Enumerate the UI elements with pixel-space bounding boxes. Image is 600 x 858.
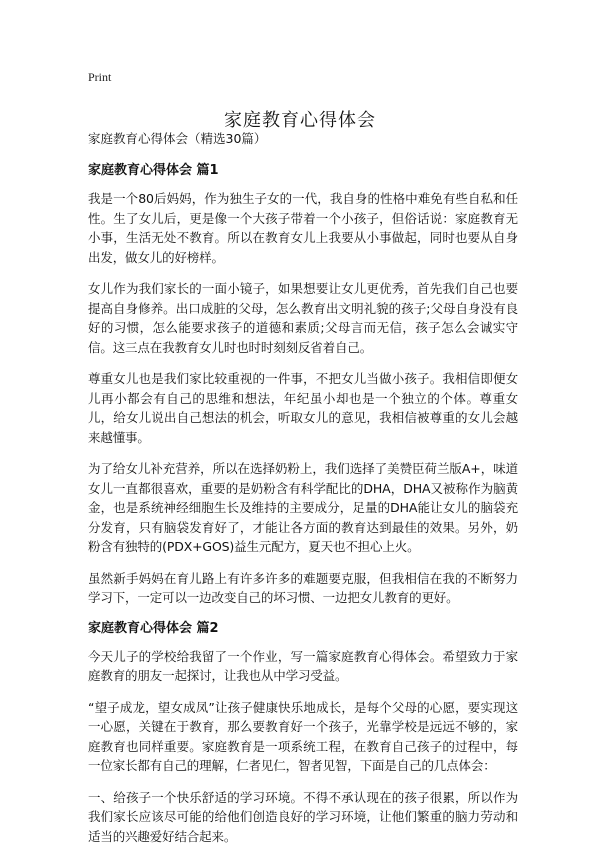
document-subtitle: 家庭教育心得体会（精选30篇） [88,131,267,146]
paragraph: 一、给孩子一个快乐舒适的学习环境。不得不承认现在的孩子很累，所以作为我们家长应该尽可能的给他们创造良好的学习环境，让他们繁重的脑力劳动和适当的兴趣爱好结合起来。 [88,789,518,844]
print-label: Print [88,70,112,84]
paragraph: 今天儿子的学校给我留了一个作业，写一篇家庭教育心得体会。希望致力于家庭教育的朋友一起探讨，让我也从中学习受益。 [88,648,518,683]
paragraph: 女儿作为我们家长的一面小镜子，如果想要让女儿更优秀，首先我们自己也要提高自身修养。出口成脏的父母，怎么教育出文明礼貌的孩子;父母自身没有良好的习惯，怎么能要求孩子的道德和素质;父母言而无信，孩子怎么会诚实守信。这三点在我教育女儿时也时时刻刻反省着自己。 [88,281,518,355]
paragraph: 尊重女儿也是我们家比较重视的一件事，不把女儿当做小孩子。我相信即便女儿再小都会有自己的思维和想法，年纪虽小却也是一个独立的个体。尊重女儿，给女儿说出自己想法的机会，听取女儿的意见，我相信被尊重的女儿会越来越懂事。 [88,371,518,445]
paragraph: 虽然新手妈妈在育儿路上有许多许多的难题要克服，但我相信在我的不断努力学习下，一定可以一边改变自己的坏习惯、一边把女儿教育的更好。 [88,570,518,605]
section-1 [88,162,518,608]
document-body [88,130,518,858]
section-heading: 家庭教育心得体会 篇1 [88,163,219,178]
section-2 [88,620,518,847]
section-heading: 家庭教育心得体会 篇2 [88,620,219,636]
paragraph: “望子成龙，望女成凤”让孩子健康快乐地成长，是每个父母的心愿，要实现这一心愿，关键在于教育，那么要教育好一个孩子，光靠学校是远远不够的，家庭教育也同样重要。家庭教育是一项系统工程，在教育自己孩子的过程中，每一位家长都有自己的理解，仁者见仁，智者见智，下面是自己的几点体会： [88,699,518,773]
paragraph: 我是一个80后妈妈，作为独生子女的一代，我自身的性格中难免有些自私和任性。生了女儿后，更是像一个大孩子带着一个小孩子，但俗话说：家庭教育无小事，生活无处不教育。所以在教育女儿上我要从小事做起，同时也要从自身出发，做女儿的好榜样。 [88,191,518,265]
document-title: 家庭教育心得体会 [224,110,376,132]
paragraph: 为了给女儿补充营养，所以在选择奶粉上，我们选择了美赞臣荷兰版A+，味道女儿一直都很喜欢，重要的是奶粉含有科学配比的DHA，DHA又被称作为脑黄金，也是系统神经细胞生长及维持的主要成分，足量的DHA能让女儿的脑袋充分发育，只有脑袋发育好了，才能让各方面的教育达到最佳的效果。另外，奶粉含有独特的(PDX+GOS)益生元配方，夏天也不担心上火。 [88,461,518,554]
